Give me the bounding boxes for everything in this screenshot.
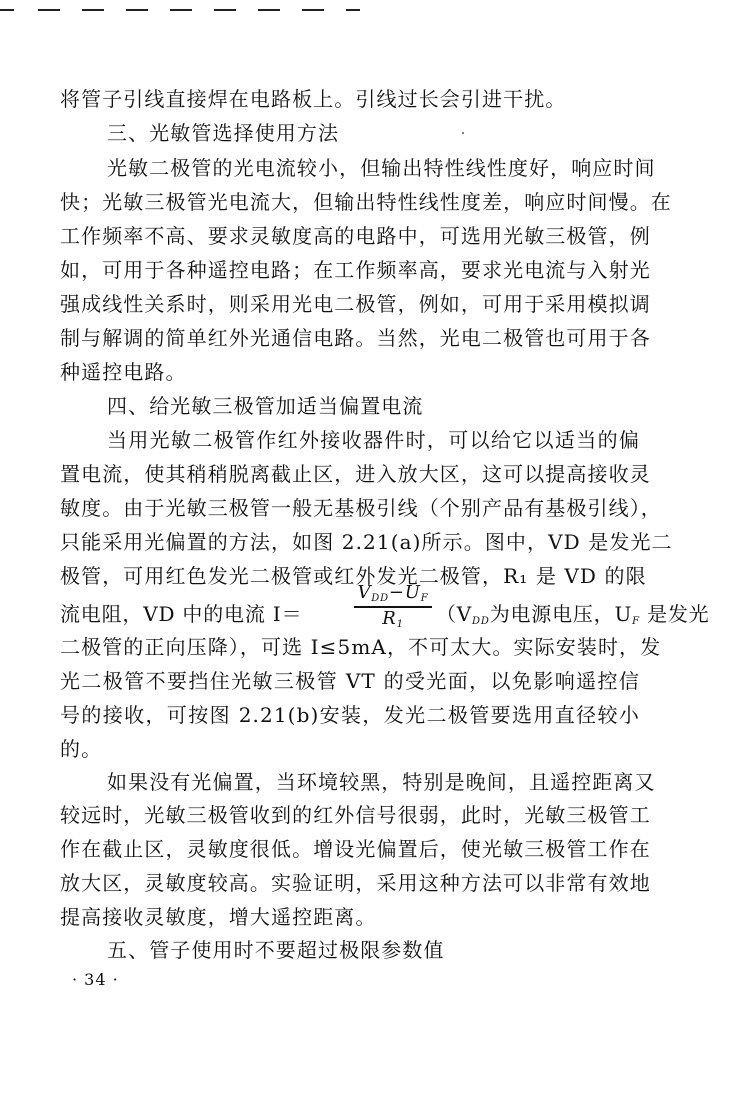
scan-speck bbox=[462, 132, 464, 134]
text-line: 当用光敏二极管作红外接收器件时，可以给它以适当的偏 bbox=[107, 428, 640, 452]
text-line: 将管子引线直接焊在电路板上。引线过长会引进干扰。 bbox=[60, 87, 567, 111]
text-line: 如果没有光偏置，当环境较黑，特别是晚间，且遥控距离又 bbox=[107, 770, 656, 794]
text-line: 强成线性关系时，则采用光电二极管，例如，可用于采用模拟调 bbox=[60, 292, 651, 316]
text-line: 号的接收，可按图 2.21(b)安装，发光二极管要选用直径较小 bbox=[60, 703, 640, 727]
text-line: 种遥控电路。 bbox=[60, 360, 187, 384]
text-line: 制与解调的简单红外光通信电路。当然，光电二极管也可用于各 bbox=[60, 326, 651, 350]
text-line: 光敏二极管的光电流较小，但输出特性线性度好，响应时间 bbox=[107, 156, 656, 180]
formula-line bbox=[60, 582, 710, 632]
current-formula-fraction bbox=[352, 582, 434, 632]
text-line: 只能采用光偏置的方法，如图 2.21(a)所示。图中，VD 是发光二 bbox=[60, 530, 673, 554]
top-edge-dashes bbox=[0, 9, 380, 12]
section-heading: 五、管子使用时不要超过极限参数值 bbox=[107, 938, 445, 962]
page-number: · 34 · bbox=[72, 970, 119, 989]
text-line: 放大区，灵敏度较高。实验证明，采用这种方法可以非常有效地 bbox=[60, 871, 651, 895]
text-line: 作在截止区，灵敏度很低。增设光偏置后，使光敏三极管工作在 bbox=[60, 837, 651, 861]
text-line: 敏度。由于光敏三极管一般无基极引线（个别产品有基极引线）， bbox=[60, 496, 662, 520]
text-line: 极管，可用红色发光二极管或红外发光二极管，R₁ 是 VD 的限 bbox=[60, 564, 647, 588]
formula-numerator: $V_{DD}-U_F$ bbox=[357, 582, 429, 604]
formula-suffix: （$V_{DD}$为电源电压，$U_F$ 是发光 bbox=[436, 602, 710, 627]
text-line: 提高接收灵敏度，增大遥控距离。 bbox=[60, 905, 377, 929]
section-heading: 三、光敏管选择使用方法 bbox=[107, 121, 340, 145]
text-line: 快；光敏三极管光电流大，但输出特性线性度差，响应时间慢。在 bbox=[60, 190, 672, 214]
formula-prefix: 流电阻，VD 中的电流 I＝ bbox=[60, 602, 303, 626]
text-line: 如，可用于各种遥控电路；在工作频率高，要求光电流与入射光 bbox=[60, 258, 651, 282]
text-line: 的。 bbox=[60, 737, 103, 761]
section-heading: 四、给光敏三极管加适当偏置电流 bbox=[107, 394, 424, 418]
text-line: 工作频率不高、要求灵敏度高的电路中，可选用光敏三极管，例 bbox=[60, 224, 651, 248]
text-line: 光二极管不要挡住光敏三极管 VT 的受光面，以免影响遥控信 bbox=[60, 669, 640, 693]
formula-denominator: $R_1$ bbox=[382, 608, 404, 630]
text-line: 较远时，光敏三极管收到的红外信号很弱，此时，光敏三极管工 bbox=[60, 803, 651, 827]
text-line: 置电流，使其稍稍脱离截止区，进入放大区，这可以提高接收灵 bbox=[60, 462, 651, 486]
text-line: 二极管的正向压降），可选 I≤5mA，不可太大。实际安装时，发 bbox=[60, 635, 662, 659]
